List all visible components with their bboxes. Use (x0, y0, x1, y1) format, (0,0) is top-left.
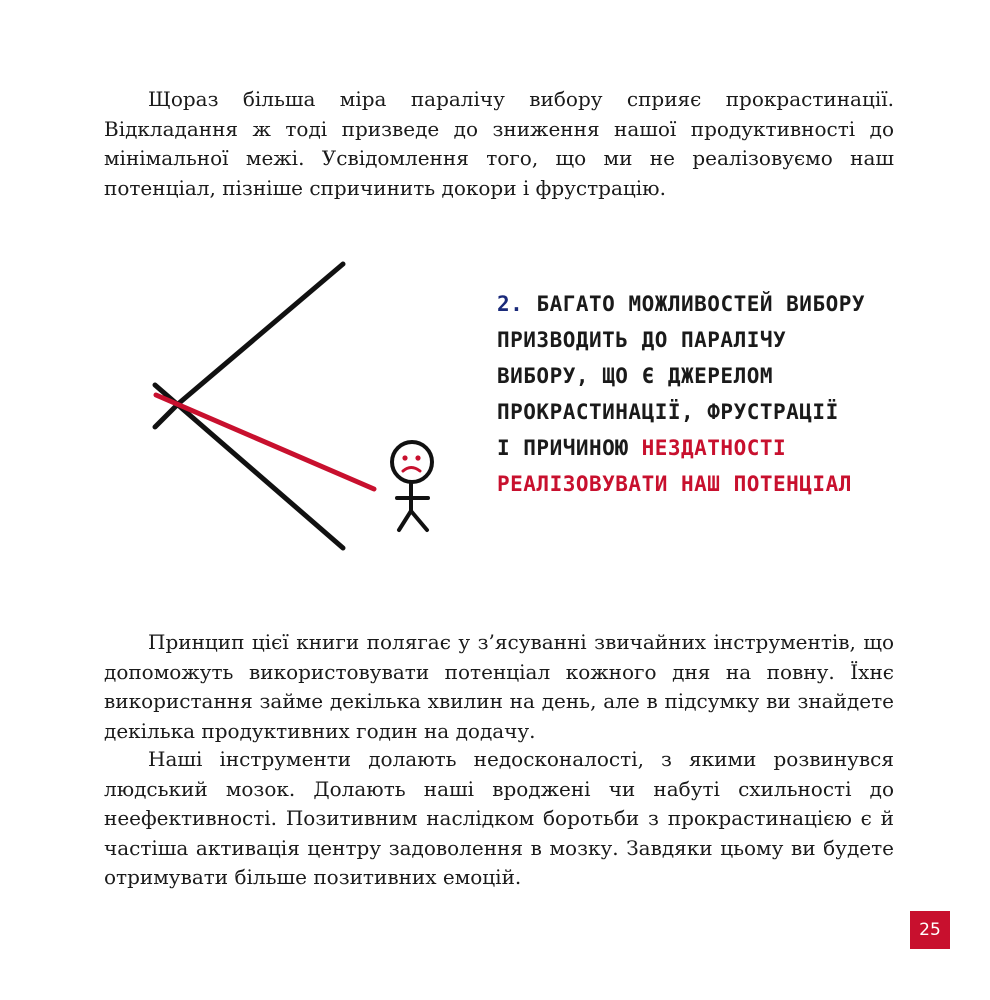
callout-text-5: І ПРИЧИНОЮ (497, 436, 642, 460)
paragraph-1: Щораз більша міра паралічу вибору сприяє прокрастинації. Відкладання ж тоді призведе до зниження нашої продуктивності до мінімальної межі. Усвідомлення того, що ми не реалізовуємо наш потенціал, пізніше спричинить докори і фрустрацію. (104, 87, 894, 200)
callout-number: 2. (497, 292, 524, 316)
callout-line-6: РЕАЛІЗОВУВАТИ НАШ ПОТЕНЦІАЛ (497, 472, 852, 496)
choice-paralysis-illustration (140, 255, 450, 555)
sad-stick-figure-icon (392, 442, 432, 530)
callout-line-2: ПРИЗВОДИТЬ ДО ПАРАЛІЧУ (497, 328, 787, 352)
callout-line-1 (497, 286, 866, 322)
paragraph-2: Принцип цієї книги полягає у з’ясуванні звичайних інструментів, що допоможуть використовувати потенціал кожного дня на повну. Їхнє використання займе декілька хвилин на день, але в підсумку ви знайдете декілька продуктивних годин на додачу. (104, 630, 894, 743)
crossing-tick-line (155, 404, 178, 427)
page-number-badge: 25 (910, 911, 950, 949)
choice-lines-drawing (140, 255, 450, 555)
callout-line-3: ВИБОРУ, ЩО Є ДЖЕРЕЛОМ (497, 364, 774, 388)
red-path-line (156, 395, 374, 489)
upper-path-line (178, 264, 343, 404)
callout-line-5 (497, 430, 857, 466)
callout-text-5-red: НЕЗДАТНОСТІ (641, 436, 787, 460)
paragraph-3: Наші інструменти долають недосконалості, з якими розвинувся людський мозок. Долають наші вроджені чи набуті схильності до неефективності. Позитивним наслідком боротьби з прокрастинацією є й частіша активація центру задоволення в мозку. Завдяки цьому ви будете отримувати більше позитивних емоцій. (104, 747, 894, 889)
callout-text-1: БАГАТО МОЖЛИВОСТЕЙ ВИБОРУ (523, 292, 866, 316)
callout-quote (497, 286, 866, 502)
callout-line-4: ПРОКРАСТИНАЦІЇ, ФРУСТРАЦІЇ (497, 400, 839, 424)
